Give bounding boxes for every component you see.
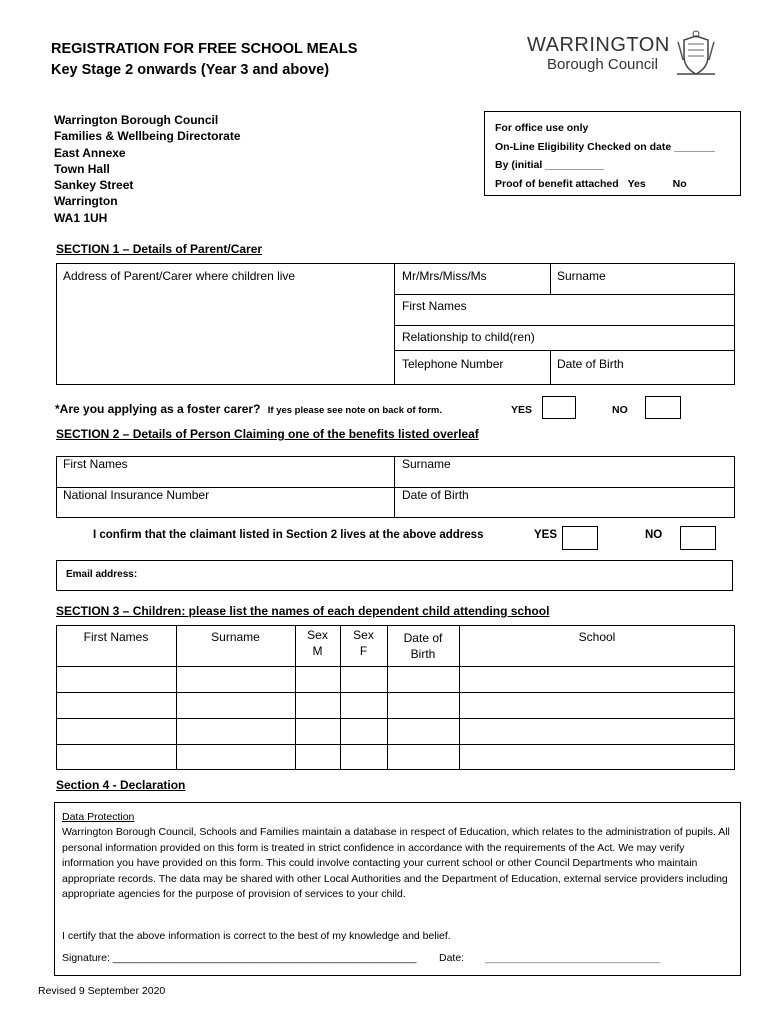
col-school: School [578, 630, 616, 644]
parent-relationship-label: Relationship to child(ren) [402, 330, 535, 344]
parent-address-label: Address of Parent/Carer where children live [63, 269, 296, 283]
foster-note: If yes please see note on back of form. [267, 405, 442, 416]
office-proof: Proof of benefit attached [495, 177, 619, 190]
col-first-names: First Names [83, 630, 149, 644]
child-row-4[interactable] [57, 745, 734, 770]
claimant-surname-label: Surname [402, 457, 451, 471]
certify-text: I certify that the above information is correct to the best of my knowledge and belief. [62, 930, 451, 942]
claimant-dob-label: Date of Birth [402, 488, 469, 502]
claimant-ni-label: National Insurance Number [63, 488, 210, 502]
email-field[interactable] [56, 560, 733, 591]
child-row-2[interactable] [57, 693, 734, 718]
section3-heading: SECTION 3 – Children: please list the names of each dependent child attending school [56, 604, 550, 618]
foster-question-row [55, 402, 442, 416]
parent-first-names-label: First Names [402, 299, 467, 313]
council-address [54, 112, 241, 226]
date-label: Date: [439, 952, 465, 964]
col-sex-m: Sex M [307, 628, 328, 658]
council-logo [527, 34, 722, 80]
child-row-1[interactable] [57, 667, 734, 692]
office-proof-yes: Yes [627, 177, 646, 190]
address-line: WA1 1UH [54, 210, 108, 225]
office-heading: For office use only [495, 122, 589, 134]
foster-yes-checkbox[interactable] [542, 396, 576, 419]
section1-heading: SECTION 1 – Details of Parent/Carer [56, 242, 263, 256]
confirm-no-label: NO [645, 529, 663, 541]
parent-title-label: Mr/Mrs/Miss/Ms [402, 269, 487, 283]
office-use-box [484, 111, 741, 196]
form-title: REGISTRATION FOR FREE SCHOOL MEALS [51, 41, 358, 57]
confirm-address-text: I confirm that the claimant listed in Section 2 lives at the above address [93, 529, 484, 541]
confirm-no-checkbox[interactable] [680, 526, 716, 550]
foster-yes-label: YES [511, 404, 533, 416]
data-protection-heading: Data Protection [62, 811, 135, 823]
confirm-yes-checkbox[interactable] [562, 526, 598, 550]
section4-heading: Section 4 - Declaration [56, 778, 186, 792]
form-subtitle: Key Stage 2 onwards (Year 3 and above) [51, 62, 330, 78]
date-line[interactable]: ______________________________ [485, 952, 661, 964]
data-protection-text: Warrington Borough Council, Schools and Families maintain a database in respect of Education, which relates to the administration of pupils. All personal information provided on this form is treated in strict confidence in accordance with the requirements of the Act. We may verify information you have provided on this form. This could involve contacting your current school or other Council Departments who maintain appropriate records. The data may be shared with other Local Authorities and the Department of Education, external service providers including appropriate agencies for the purpose of provision of services to your child. [62, 826, 730, 901]
foster-no-checkbox[interactable] [645, 396, 681, 419]
address-line: Warrington [54, 194, 118, 209]
coat-of-arms-icon [675, 30, 717, 78]
office-proof-row [495, 175, 715, 194]
address-line: East Annexe [54, 145, 126, 160]
office-eligibility: On-Line Eligibility Checked on date _______ [495, 140, 715, 153]
logo-line1: WARRINGTON [527, 34, 670, 56]
child-row-3[interactable] [57, 719, 734, 744]
email-label: Email address: [66, 569, 138, 580]
col-dob: Date of Birth [403, 631, 443, 661]
section2-heading: SECTION 2 – Details of Person Claiming one of the benefits listed overleaf [56, 427, 479, 441]
parent-dob-label: Date of Birth [557, 357, 624, 371]
parent-telephone-label: Telephone Number [402, 357, 504, 371]
office-initial: By (initial __________ [495, 159, 604, 171]
foster-question: *Are you applying as a foster carer? [55, 402, 261, 416]
address-line: Sankey Street [54, 178, 134, 193]
parent-address-field[interactable] [62, 288, 388, 380]
claimant-first-names-label: First Names [63, 457, 128, 471]
address-line: Families & Wellbeing Directorate [54, 129, 241, 144]
parent-surname-label: Surname [557, 269, 606, 283]
office-proof-no: No [672, 177, 687, 190]
foster-no-label: NO [612, 404, 628, 416]
signature-line[interactable]: Signature: ____________________________________________________ [62, 952, 417, 964]
revised-date: Revised 9 September 2020 [38, 985, 166, 997]
address-line: Warrington Borough Council [54, 113, 219, 127]
logo-line2: Borough Council [547, 56, 658, 73]
col-sex-f: Sex F [353, 628, 374, 658]
col-surname: Surname [211, 630, 260, 644]
confirm-yes-label: YES [534, 529, 558, 541]
address-line: Town Hall [54, 161, 110, 176]
